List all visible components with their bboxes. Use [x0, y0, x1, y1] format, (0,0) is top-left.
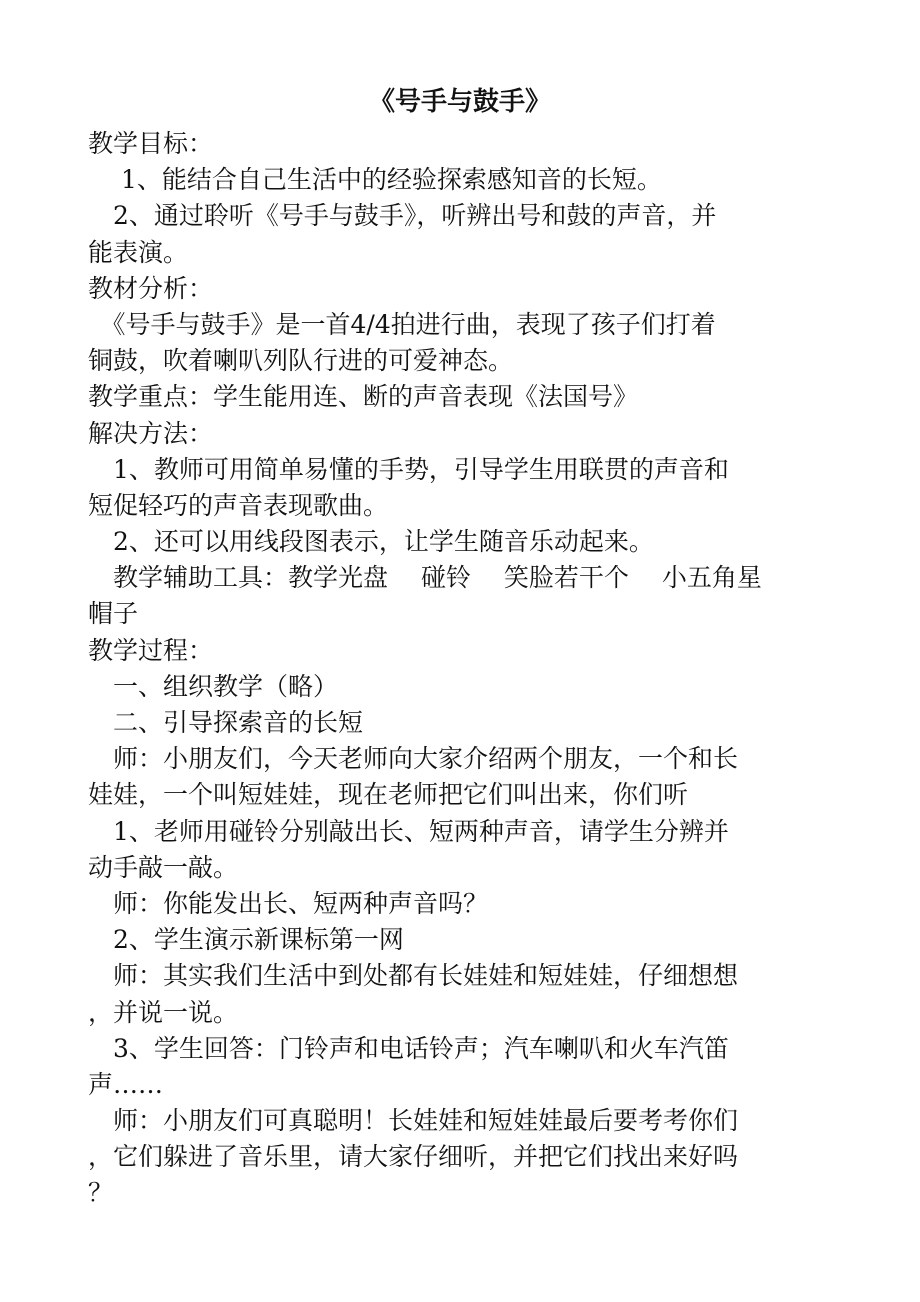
text-line: 二、引导探索音的长短 — [88, 708, 364, 737]
text-line: 教学重点：学生能用连、断的声音表现《法国号》 — [88, 382, 639, 412]
text-line: 教学目标： — [88, 129, 214, 158]
text-line: 教学过程： — [88, 635, 214, 665]
document-body — [88, 126, 848, 1212]
text-line: 2、学生演示新课标第一网 — [88, 925, 404, 955]
text-line: 解决方法： — [88, 418, 214, 448]
text-line: 1、老师用碰铃分别敲出长、短两种声音，请学生分辨并 — [88, 816, 729, 846]
text-line: 教学辅助工具：教学光盘 碰铃 笑脸若干个 小五角星 — [88, 563, 762, 593]
text-line: 娃娃，一个叫短娃娃，现在老师把它们叫出来，你们听 — [88, 780, 689, 810]
text-line: 短促轻巧的声音表现歌曲。 — [88, 490, 389, 520]
text-line: 能表演。 — [88, 237, 189, 267]
text-line: 声…… — [88, 1069, 164, 1099]
text-line: 教材分析： — [88, 273, 214, 303]
text-line: 师：你能发出长、短两种声音吗？ — [88, 888, 489, 918]
text-line: 2、通过聆听《号手与鼓手》，听辨出号和鼓的声音，并 — [88, 201, 717, 231]
text-line: 铜鼓，吹着喇叭列队行进的可爱神态。 — [88, 346, 514, 376]
text-line: 师：其实我们生活中到处都有长娃娃和短娃娃，仔细想想 — [88, 961, 739, 991]
text-line: 1、能结合自己生活中的经验探索感知音的长短。 — [88, 165, 662, 195]
text-line: 帽子 — [88, 599, 139, 629]
text-line: 师：小朋友们可真聪明！长娃娃和短娃娃最后要考考你们 — [88, 1106, 739, 1136]
text-line: 师：小朋友们，今天老师向大家介绍两个朋友，一个和长 — [88, 744, 739, 774]
document-title: 《号手与鼓手》 — [368, 87, 551, 117]
text-line: 2、还可以用线段图表示，让学生随音乐动起来。 — [88, 527, 654, 557]
text-line: ，它们躲进了音乐里，请大家仔细听，并把它们找出来好吗 — [88, 1142, 739, 1172]
text-line: 一、组织教学（略） — [88, 671, 339, 701]
text-line: 动手敲一敲。 — [88, 852, 239, 882]
text-line: ，并说一说。 — [88, 997, 239, 1027]
text-line: ？ — [88, 1178, 114, 1208]
text-line: 3、学生回答：门铃声和电话铃声；汽车喇叭和火车汽笛 — [88, 1033, 729, 1063]
text-line: 1、教师可用简单易懂的手势，引导学生用联贯的声音和 — [88, 454, 729, 484]
text-line: 《号手与鼓手》是一首4/4拍进行曲，表现了孩子们打着 — [88, 309, 716, 339]
